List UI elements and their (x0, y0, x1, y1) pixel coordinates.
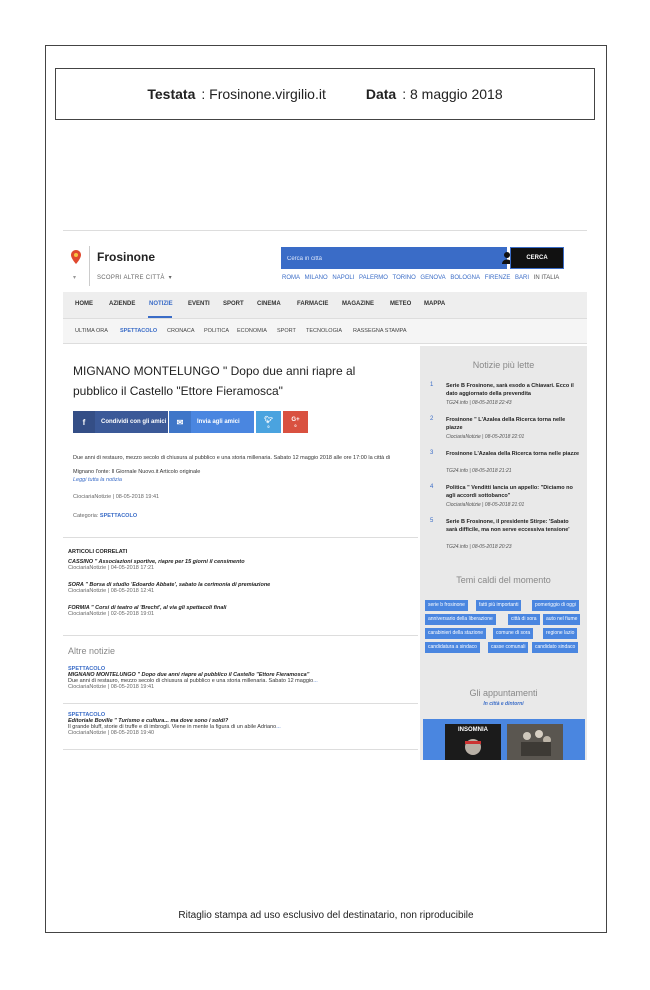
testata-label: Testata (147, 86, 196, 102)
article-headline: MIGNANO MONTELUNGO " Dopo due anni riapre al pubblico il Castello "Ettore Fieramosca" (73, 364, 356, 398)
masthead (63, 242, 587, 288)
city-name: Frosinone (97, 250, 156, 264)
nav-eventi[interactable]: EVENTI (188, 301, 210, 307)
event-photo-image[interactable] (507, 724, 563, 760)
gplus-icon: G+ (291, 416, 300, 423)
twitter-icon: 🐦︎ (264, 416, 273, 424)
data-label: Data (365, 86, 397, 102)
most-read-title: Notizie più lette (472, 360, 535, 370)
messenger-share-button[interactable]: ✉ Invia agli amici (169, 411, 254, 433)
location-pin-icon (71, 250, 81, 264)
twitter-share-button[interactable]: 🐦︎ 0 (256, 411, 281, 433)
subnav-rassegna-stampa[interactable]: RASSEGNA STAMPA (353, 328, 407, 334)
nav-mappa[interactable]: MAPPA (424, 301, 446, 307)
topic-tag[interactable]: casse comunali (488, 642, 528, 653)
topic-tag[interactable]: carabinieri della stazione (425, 628, 486, 639)
subnav-tecnologia[interactable]: TECNOLOGIA (306, 328, 343, 334)
facebook-icon: f (73, 411, 95, 433)
city-link[interactable]: PALERMO (359, 275, 388, 281)
hot-topics-title: Temi caldi del momento (456, 575, 551, 585)
subnav-politica[interactable]: POLITICA (204, 328, 230, 334)
appointments-subtitle: In città e dintorni (483, 701, 524, 707)
testata-value: : Frosinone.virgilio.it (201, 86, 326, 102)
gplus-share-button[interactable]: G+ 0 (283, 411, 308, 433)
data-value: : 8 maggio 2018 (402, 86, 503, 102)
nav-magazine[interactable]: MAGAZINE (342, 301, 374, 307)
topic-tag[interactable]: comune di sora (493, 628, 533, 639)
subnav-spettacolo[interactable]: SPETTACOLO (120, 328, 158, 334)
press-header (55, 68, 595, 120)
article-category: Categoria: SPETTACOLO (73, 513, 138, 519)
facebook-share-button[interactable]: f Condividi con gli amici (73, 411, 168, 433)
topic-tag[interactable]: candidato sindaco (532, 642, 578, 653)
topic-tag[interactable]: candidatura a sindaco (425, 642, 480, 653)
topic-tag[interactable]: serie b frosinone (425, 600, 468, 611)
appointments-title: Gli appuntamenti (469, 688, 538, 698)
city-link[interactable]: MILANO (304, 275, 328, 281)
pin-caret-icon: ▾ (73, 275, 77, 281)
topic-tag[interactable]: regione lazio (543, 628, 577, 639)
city-link[interactable]: GENOVA (420, 275, 446, 281)
subnav-sport[interactable]: SPORT (277, 328, 296, 334)
city-link[interactable]: BOLOGNA (450, 275, 481, 281)
sidebar: Notizie più lette 1 Serie B Frosinone, sarà esodo a Chiavari. Ecco il dato aggiornato della prevendita TG24.info | 08-05-2018 22:43 2 Frosinone " L'Azalea della Ricerca torna nelle piazze CiociariaNotizie | 08-05-2018 22:01 3 Frosinone L'Azalea della Ricerca torna nelle piazze TG24.info | 08-05-2018 21:21 4 Politica " Venditti lancia un appello: "Diciamo no agli accordi sottobanco" CiociariaNotizie | 08-05-2018 21:01 5 Serie B Frosinone, il presidente Stirpe: 'Sabato sarà difficile, ma non serve eccessiva tensione' TG24.info | 08-05-2018 20:23 Temi caldi del momento serie b frosinone fatti più importanti pomeriggio di oggi anniversario della liberazione città di sora auto nel fiume carabinieri della stazione comune di sora regione lazio candidatura a sindaco casse comunali candidato sindaco Gli appuntamenti In città e dintorni INSOMNIA (420, 346, 587, 760)
topic-tag[interactable]: anniversario della liberazione (425, 614, 496, 625)
other-news-title: Altre notizie (68, 646, 116, 656)
topic-tag[interactable]: pomeriggio di oggi (532, 600, 579, 611)
appointments-carousel (423, 719, 585, 760)
city-link[interactable]: FIRENZE (484, 275, 511, 281)
category-link[interactable]: SPETTACOLO (99, 513, 138, 519)
related-title: ARTICOLI CORRELATI (68, 549, 128, 555)
subnav-ultima-ora[interactable]: ULTIMA ORA (75, 328, 108, 334)
city-link[interactable]: ROMA (282, 275, 300, 281)
press-footer: Ritaglio stampa ad uso esclusivo del destinatario, non riproducibile (178, 910, 474, 921)
search-input[interactable] (281, 248, 483, 270)
nav-sport[interactable]: SPORT (223, 301, 244, 307)
city-links (282, 275, 562, 281)
nav-cinema[interactable]: CINEMA (257, 301, 281, 307)
topic-tag[interactable]: città di sora (508, 614, 540, 625)
subnav-cronaca[interactable]: CRONACA (167, 328, 195, 334)
related-item[interactable]: CASSINO " Associazioni sportive, riapre per 15 giorni il censimento CiociariaNotizie | 04-05-2018 17:21 (68, 559, 245, 571)
nav-aziende[interactable]: AZIENDE (109, 301, 136, 307)
nav-active-indicator (148, 316, 172, 318)
sub-nav (63, 319, 587, 344)
nav-home[interactable]: HOME (75, 301, 93, 307)
article-body: Due anni di restauro, mezzo secolo di chiusura al pubblico e una storia millenaria. Sabato 12 maggio 2018 alle ore 17:00 la città di Mignano l'onte: Il Giornale Nuovo.it Articolo originale (73, 455, 391, 475)
topic-tag[interactable]: fatti più importanti (476, 600, 521, 611)
nav-farmacie[interactable]: FARMACIE (297, 301, 329, 307)
search-bar (281, 247, 507, 269)
nav-notizie[interactable]: NOTIZIE (149, 301, 173, 307)
city-link[interactable]: BARI (515, 275, 530, 281)
topic-tag[interactable]: auto nel fiume (543, 614, 580, 625)
search-button[interactable]: CERCA (510, 247, 564, 269)
news-item[interactable]: SPETTACOLO MIGNANO MONTELUNGO " Dopo due anni riapre al pubblico il Castello "Ettore Fieramosca" Due anni di restauro, mezzo secolo di chiusura al pubblico e una storia millenaria. Sabato 12 maggio... CiociariaNotizie | 08-05-2018 19:41 (68, 666, 318, 690)
nav-meteo[interactable]: METEO (390, 301, 412, 307)
read-more-link[interactable]: Leggi tutta la notizia (73, 477, 122, 483)
other-cities-link[interactable]: SCOPRI ALTRE CITTÀ ▾ (97, 275, 172, 281)
news-item[interactable]: SPETTACOLO Editoriale Boville " Turismo e cultura... ma dove sono i soldi? Il grande bluff, storie di truffe e di imbrogli. Viene in mente la figura di un abile Adriano... CiociariaNotizie | 08-05-2018 19:40 (68, 712, 281, 736)
city-link[interactable]: TORINO (392, 275, 416, 281)
web-screenshot (63, 230, 587, 760)
related-item[interactable]: SORA " Borsa di studio 'Edoardo Abbate', sabato la cerimonia di premiazione CiociariaNotizie | 08-05-2018 12:41 (68, 582, 271, 594)
subnav-economia[interactable]: ECONOMIA (237, 328, 267, 334)
related-item[interactable]: FORMIA " Corsi di teatro al 'Brecht', al via gli spettacoli finali CiociariaNotizie | 02-05-2018 19:01 (68, 605, 227, 617)
article-meta: CiociariaNotizie | 08-05-2018 19:41 (73, 494, 160, 500)
all-italy-link[interactable]: IN ITALIA (533, 275, 560, 281)
messenger-icon: ✉ (169, 411, 191, 433)
city-link[interactable]: NAPOLI (332, 275, 355, 281)
event-poster-image[interactable]: INSOMNIA (445, 724, 501, 760)
main-nav (63, 292, 587, 319)
